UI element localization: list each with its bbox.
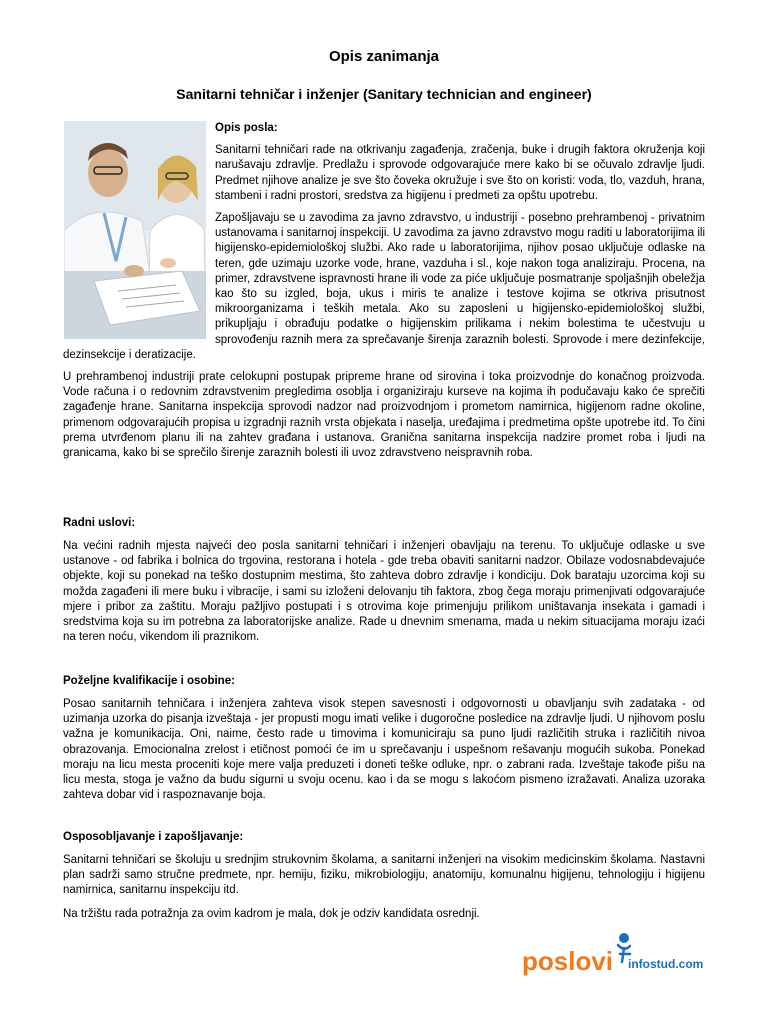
page-subtitle: Sanitarni tehničar i inženjer (Sanitary technician and engineer): [176, 86, 592, 102]
poslovi-infostud-logo: [520, 928, 710, 978]
section-heading-osposobljavanje: Osposobljavanje i zapošljavanje:: [63, 831, 244, 843]
logo-sub-text: infostud.com: [628, 957, 704, 971]
logo-main-text: poslovi: [522, 946, 614, 976]
paragraph: Sanitarni tehničari se školuju u srednjim strukovnim školama, a sanitarni inženjeri na visokim medicinskim školama. Nastavni plan sadrži samo stručne predmete, npr. hemiju, fiziku, mikrobiologiju, anatomiju, komunalnu higijenu, tehnologiju i higijenu namirnica, sanitarnu inspekciju itd.: [63, 854, 705, 897]
section-heading-kvalifikacije: Poželjne kvalifikacije i osobine:: [63, 675, 235, 687]
section-heading-radni-uslovi: Radni uslovi:: [63, 517, 136, 529]
paragraph: Na većini radnih mjesta najveći deo posla sanitarni tehničari i inženjeri obavljaju na terenu. To uključuje odlaske u sve ustanove - od fabrika i bolnica do trgovina, restorana i hotela - gde treba obaviti sanitarni nadzor. Obilaze vodosnabdevajuće objekte, koji su ponekad na teško dostupnim mestima, što zahteva dobro zdravlje i kondiciju. Dok barataju uzorcima koji su možda zagađeni ili mere buku i vibracije, i sami su izloženi delovanju tih faktora, zbog čega moraju primenjivati odgovarajuće mjere i pribor za zaštitu. Moraju pažljivo postupati i s otrovima koje primenjuju prilikom uništavanja insekata i gamadi i sredstvima koja su im potrebna za laboratorijske analize. Rade u dnevnim smenama, mada u nekim situacijama moraju izaći na teren noću, vikendom ili praznikom.: [63, 540, 705, 644]
page-title: Opis zanimanja: [328, 48, 440, 65]
paragraph: Sanitarni tehničari rade na otkrivanju zagađenja, zračenja, buke i drugih faktora okruženja koji narušavaju zdravlje. Predlažu i sprovode odgovarajuće mere kako bi se očuvalo zdravlje ljudi. Predmet njihove analize je sve što čoveka okružuje i sve što on koristi: voda, tlo, vazduh, hrana, stambeni i radni prostori, sredstva za higijenu i predmeti za opštu upotrebu.: [215, 144, 705, 202]
logo-figure-icon: [619, 933, 629, 943]
paragraph: U prehrambenoj industriji prate celokupni postupak pripreme hrane od sirovina i toka proizvodnje do konačnog proizvoda. Vode računa i o redovnim zdravstvenim pregledima osoblja i organiziraju kurseve na kojima ih podučavaju kako će sprečiti zagađenje hrane. Sanitarna inspekcija sprovodi nadzor nad proizvodnjom i prometom namirnica, higijenom radne okoline, primenom odgovarajućih propisa u izgradnji raznih vrsta objekata i naselja, uređajima i predmetima opšte upotrebe itd. To čini prema utvrđenom planu ili na zahtev građana i ustanova. Granična sanitarna inspekcija nadzire promet roba i ljudi na granicama, kako bi se sprečilo širenje zaraznih bolesti ili uvoz zdravstveno neispravnih roba.: [63, 371, 705, 460]
paragraph: Na tržištu rada potražnja za ovim kadrom je mala, dok je odziv kandidata osrednji.: [63, 908, 480, 920]
paragraph: Posao sanitarnih tehničara i inženjera zahteva visok stepen savesnosti i odgovornosti u obavljanju svih zadataka - od uzimanja uzorka do pisanja izveštaja - jer propusti mogu imati velike i dugoročne posledice na zdravlje ljudi. U njihovom poslu važna je komunikacija. Oni, naime, često rade u timovima i komuniciraju sa puno ljudi različitih struka i različitih nivoa obrazovanja. Emocionalna zrelost i etičnost pomoći će im u sprečavanju i uspešnom rešavanju mogućih sukoba. Ponekad moraju na licu mesta proceniti koje mere valja preduzeti i doneti teške odluke, npr. o zabrani rada. Izveštaje takođe pišu na licu mesta, stoga je važno da budu sigurni u svoju ocenu. kao i da se mogu s lakoćom pismeno izražavati. Analiza uzoraka zahteva dobar vid i raspoznavanje boja.: [63, 698, 705, 802]
section-opis-posla: [63, 121, 705, 468]
paragraph: Zapošljavaju se u zavodima za javno zdravstvo, u industriji - posebno prehrambenoj - privatnim ustanovama i sanitarnoj inspekciji. U zavodima za javno zdravstvo mogu raditi u laboratorijima ili higijensko-epidemiološkoj službi. Ako rade u laboratorijima, njihov posao uključuje odlaske na teren, gde uzimaju uzorke vode, hrane, vazduha i sl., koje nakon toga analiziraju. Procena, na primer, zdravstvene ispravnosti hrane ili vode za piće uključuje posmatranje spoljašnjih obeležja kao što su izgled, boja, ukus i miris te analize i testove kojima se otkriva prisutnost mikroorganizama i teških metala. Ako su zaposleni u higijensko-epidemiološkoj službi, prikupljaju i obrađuju podatke o higijenskim prilikama i nekim bolestima te učestvuju u sprovođenju raznih mera za sprečavanje širenja zaraznih bolesti. Sprovode i mere dezinfekcije, dezinsekcije i deratizacije.: [63, 212, 705, 361]
section-heading-opis-posla: Opis posla:: [215, 122, 278, 134]
